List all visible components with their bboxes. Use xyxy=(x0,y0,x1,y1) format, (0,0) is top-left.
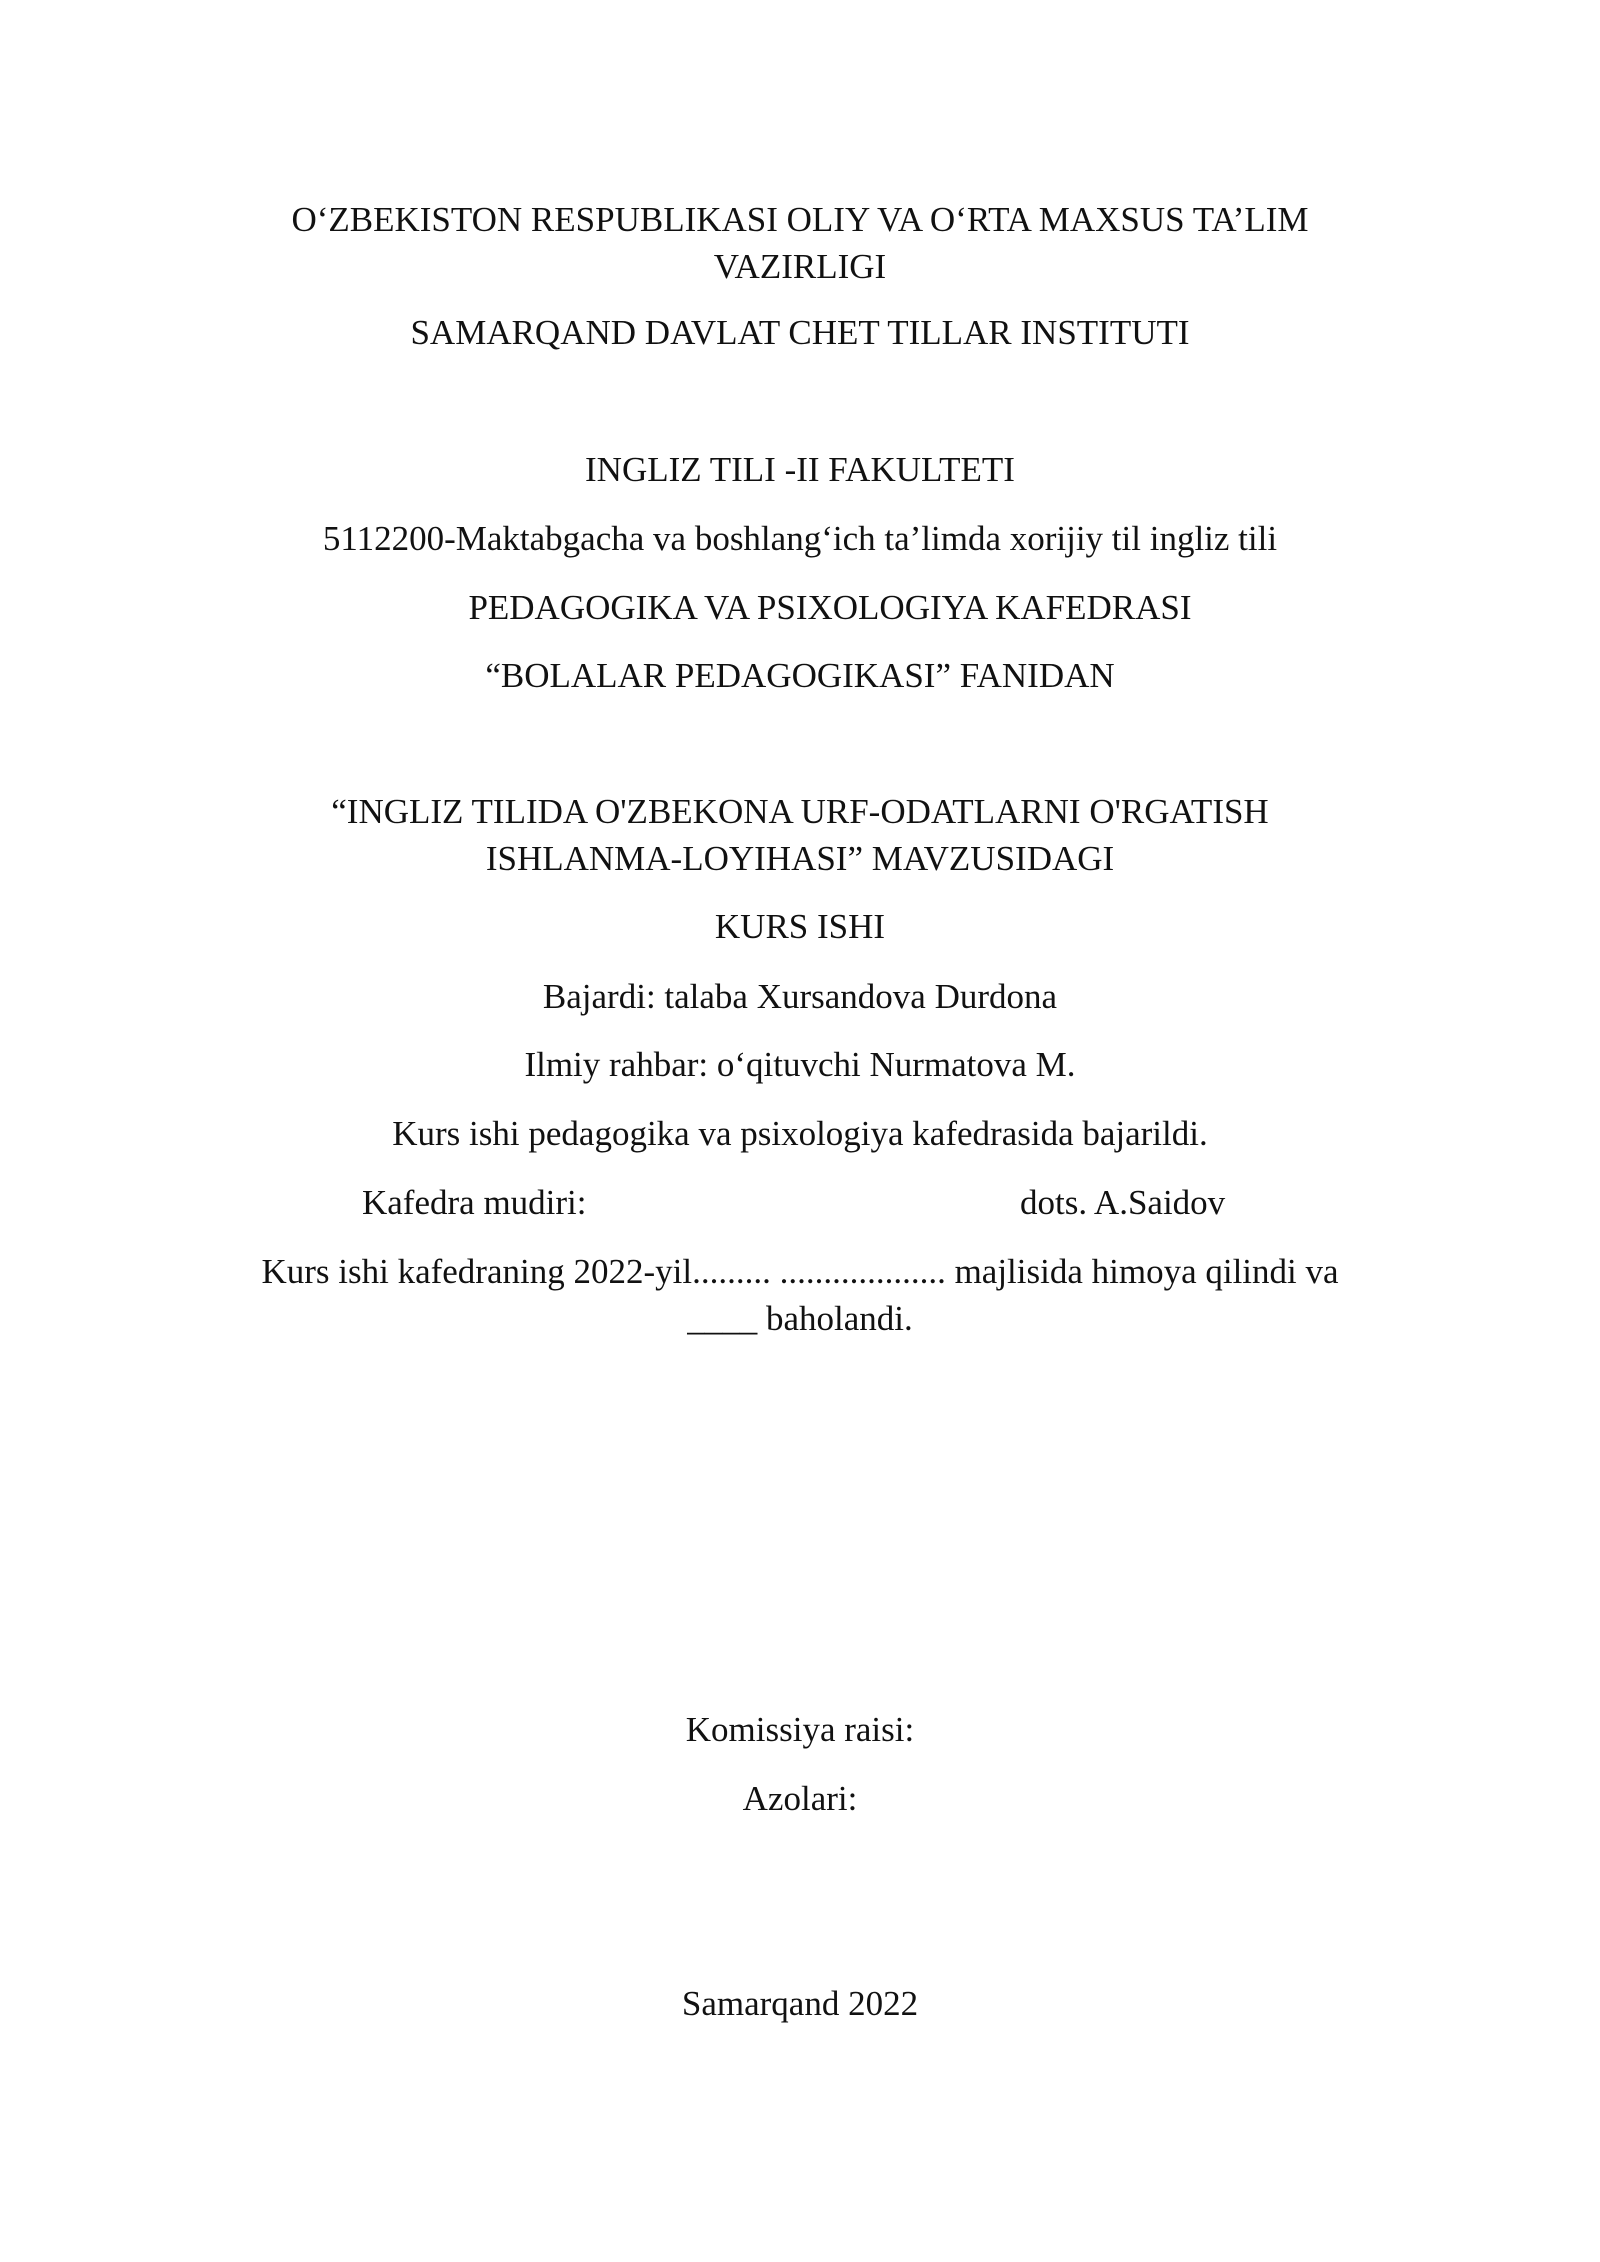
city-year: Samarqand 2022 xyxy=(681,1984,919,2023)
specialty-code: 5112200-Maktabgacha va boshlang‘ich ta’limda xorijiy til ingliz tili xyxy=(322,519,1278,558)
department-head-label: Kafedra mudiri: xyxy=(362,1183,587,1222)
department-name: PEDAGOGIKA VA PSIXOLOGIYA KAFEDRASI xyxy=(468,588,1192,627)
supervisor-line: Ilmiy rahbar: o‘qituvchi Nurmatova M. xyxy=(524,1045,1076,1084)
commission-members-label: Azolari: xyxy=(742,1779,858,1818)
performer-line: Bajardi: talaba Xursandova Durdona xyxy=(542,977,1058,1016)
department-head-name: dots. A.Saidov xyxy=(1020,1183,1226,1222)
topic-title-line1: “INGLIZ TILIDA O'ZBEKONA URF-ODATLARNI O'RGATISH xyxy=(331,792,1269,831)
institute-name: SAMARQAND DAVLAT CHET TILLAR INSTITUTI xyxy=(410,313,1190,352)
faculty-name: INGLIZ TILI -II FAKULTETI xyxy=(585,450,1015,489)
commission-chair-label: Komissiya raisi: xyxy=(685,1710,915,1749)
ministry-title-line2: VAZIRLIGI xyxy=(713,247,887,286)
ministry-title-line1: O‘ZBEKISTON RESPUBLIKASI OLIY VA O‘RTA MAXSUS TA’LIM xyxy=(291,200,1309,239)
completed-note: Kurs ishi pedagogika va psixologiya kafedrasida bajarildi. xyxy=(392,1114,1208,1153)
topic-title-line2: ISHLANMA-LOYIHASI” MAVZUSIDAGI xyxy=(485,839,1115,878)
defense-note-line1: Kurs ishi kafedraning 2022-yil......... ................... majlisida himoya qilindi va xyxy=(261,1252,1339,1291)
work-type: KURS ISHI xyxy=(714,907,886,946)
defense-note-line2: ____ baholandi. xyxy=(687,1299,913,1338)
subject-name: “BOLALAR PEDAGOGIKASI” FANIDAN xyxy=(485,656,1115,695)
